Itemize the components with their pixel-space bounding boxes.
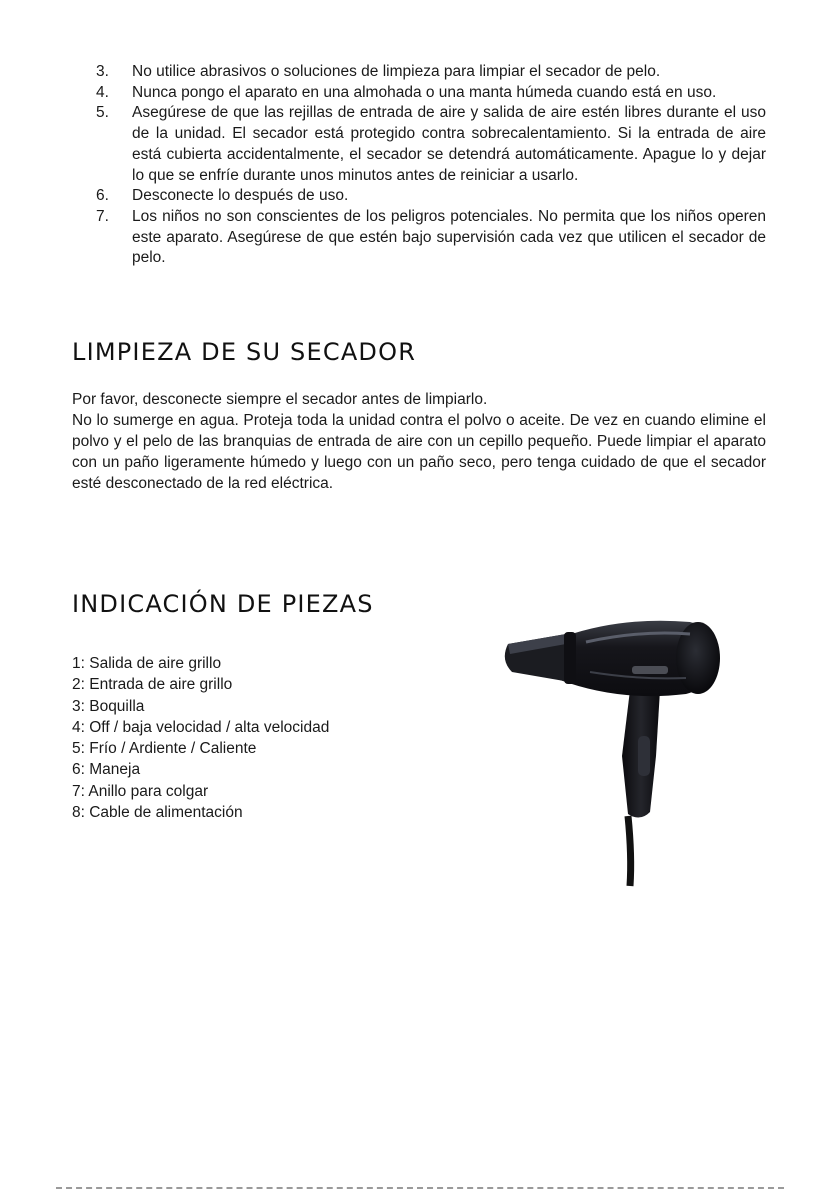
list-item-text: Nunca pongo el aparato en una almohada o una manta húmeda cuando está en uso. xyxy=(132,83,717,101)
parts-list xyxy=(72,653,329,823)
safety-instructions-list xyxy=(72,62,766,269)
list-item-text: Los niños no son conscientes de los peligros potenciales. No permita que los niños operen este aparato. Asegúrese de que estén bajo supervisión cada vez que utilicen el secador de pelo. xyxy=(132,207,766,267)
list-item xyxy=(72,103,766,186)
list-item-number: 3. xyxy=(96,63,109,80)
parts-heading: INDICACIÓN DE PIEZAS xyxy=(72,590,374,618)
part-item: 6: Maneja xyxy=(72,761,141,779)
cleaning-paragraph: Por favor, desconecte siempre el secador antes de limpiarlo. xyxy=(72,391,488,408)
cleaning-heading: LIMPIEZA DE SU SECADOR xyxy=(72,338,417,366)
list-item-number: 7. xyxy=(96,207,109,225)
part-item: 4: Off / baja velocidad / alta velocidad xyxy=(72,718,330,736)
list-item xyxy=(72,207,766,269)
cleaning-text xyxy=(72,390,766,495)
part-item: 3: Boquilla xyxy=(72,697,145,715)
part-item: 7: Anillo para colgar xyxy=(72,782,209,800)
part-item: 5: Frío / Ardiente / Caliente xyxy=(72,740,257,758)
part-item: 1: Salida de aire grillo xyxy=(72,655,222,672)
part-item: 2: Entrada de aire grillo xyxy=(72,676,233,694)
list-item-text: Desconecte lo después de uso. xyxy=(132,187,349,205)
list-item xyxy=(72,83,766,104)
list-item-number: 5. xyxy=(96,104,109,122)
list-item xyxy=(72,62,766,83)
list-item-number: 4. xyxy=(96,83,109,101)
list-item-text: No utilice abrasivos o soluciones de limpieza para limpiar el secador de pelo. xyxy=(132,63,661,80)
list-item-text: Asegúrese de que las rejillas de entrada de aire y salida de aire estén libres durante el uso de la unidad. El secador está protegido contra sobrecalentamiento. Si la entrada de aire está cubierta accidentalmente, el secador se detendrá automáticamente. Apague lo y dejar lo que se enfríe durante unos minutos antes de reiniciar a usarlo. xyxy=(132,104,766,184)
hair-dryer-icon xyxy=(490,586,726,900)
page-bottom-rule xyxy=(56,1187,784,1189)
list-item-number: 6. xyxy=(96,187,109,205)
cleaning-paragraph: No lo sumerge en agua. Proteja toda la unidad contra el polvo o aceite. De vez en cuando elimine el polvo y el pelo de las branquias de entrada de aire con un cepillo pequeño. Puede limpiar el aparato con un paño ligeramente húmedo y luego con un paño seco, pero tenga cuidado de que el secador esté desconectado de la red eléctrica. xyxy=(72,411,766,492)
part-item: 8: Cable de alimentación xyxy=(72,804,243,822)
list-item xyxy=(72,186,766,207)
